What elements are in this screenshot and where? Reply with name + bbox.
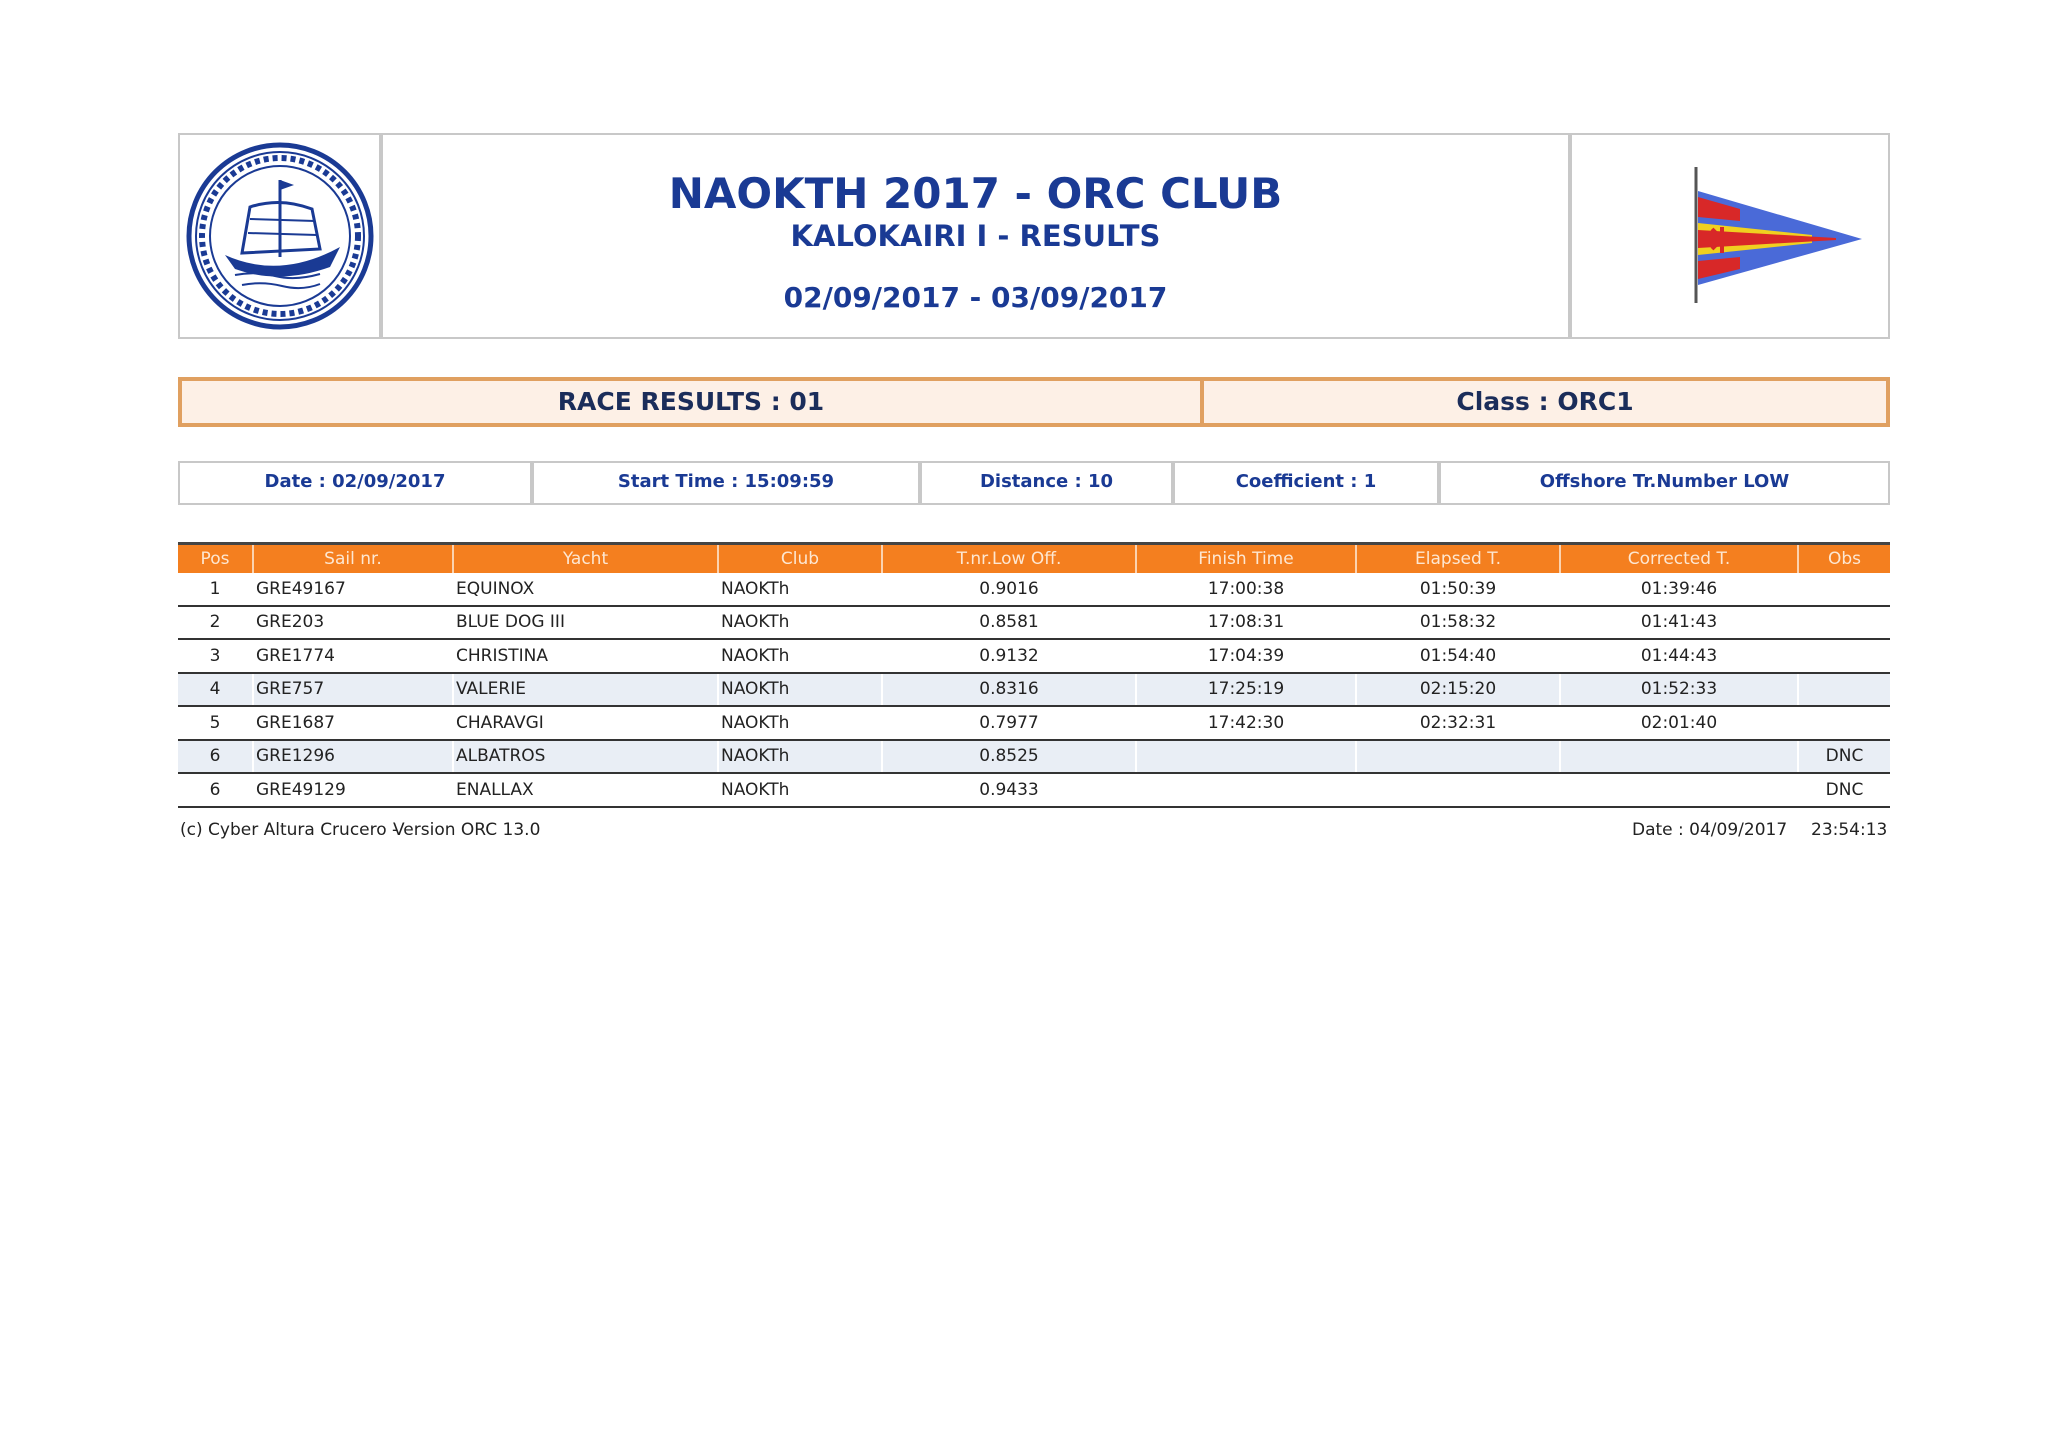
race-date: Date : 02/09/2017 xyxy=(178,461,532,505)
column-header-pos: Pos xyxy=(178,544,253,574)
table-row xyxy=(178,673,1890,707)
cell-obs xyxy=(1798,673,1890,707)
cell-yacht: CHARAVGI xyxy=(453,706,718,740)
footer-print-date: Date : 04/09/2017 xyxy=(1632,820,1788,840)
column-header-finish-time: Finish Time xyxy=(1136,544,1356,574)
table-row xyxy=(178,706,1890,740)
cell-pos: 1 xyxy=(178,573,253,606)
cell-club: NAOKTh xyxy=(718,573,882,606)
cell-yacht: BLUE DOG III xyxy=(453,606,718,640)
column-header-yacht: Yacht xyxy=(453,544,718,574)
cell-elapsed: 02:15:20 xyxy=(1356,673,1560,707)
cell-obs: DNC xyxy=(1798,740,1890,774)
cell-club: NAOKTh xyxy=(718,706,882,740)
column-header-club: Club xyxy=(718,544,882,574)
table-row xyxy=(178,773,1890,807)
cell-obs xyxy=(1798,639,1890,673)
cell-finish-time: 17:25:19 xyxy=(1136,673,1356,707)
scoring-method: Offshore Tr.Number LOW xyxy=(1439,461,1890,505)
title-box xyxy=(381,133,1570,339)
cell-finish-time: 17:42:30 xyxy=(1136,706,1356,740)
cell-rating: 0.8316 xyxy=(882,673,1136,707)
cell-corrected: 01:52:33 xyxy=(1560,673,1798,707)
footer-credit: (c) Cyber Altura Crucero - xyxy=(180,820,399,840)
column-header-rating: T.nr.Low Off. xyxy=(882,544,1136,574)
cell-yacht: ALBATROS xyxy=(453,740,718,774)
results-table xyxy=(178,542,1890,808)
cell-elapsed: 01:58:32 xyxy=(1356,606,1560,640)
cell-rating: 0.7977 xyxy=(882,706,1136,740)
document-title: NAOKTH 2017 - ORC CLUB xyxy=(668,169,1283,218)
cell-rating: 0.8525 xyxy=(882,740,1136,774)
table-row xyxy=(178,573,1890,606)
cell-elapsed xyxy=(1356,773,1560,807)
cell-corrected xyxy=(1560,740,1798,774)
cell-obs xyxy=(1798,606,1890,640)
race-results-label: RACE RESULTS : 01 xyxy=(178,377,1204,427)
column-header-corrected: Corrected T. xyxy=(1560,544,1798,574)
logo-box xyxy=(178,133,381,339)
cell-sail-nr: GRE1296 xyxy=(253,740,453,774)
cell-corrected: 02:01:40 xyxy=(1560,706,1798,740)
cell-sail-nr: GRE757 xyxy=(253,673,453,707)
cell-pos: 2 xyxy=(178,606,253,640)
cell-club: NAOKTh xyxy=(718,606,882,640)
cell-elapsed: 01:54:40 xyxy=(1356,639,1560,673)
document-subtitle: KALOKAIRI I - RESULTS xyxy=(790,219,1161,253)
cell-corrected xyxy=(1560,773,1798,807)
cell-club: NAOKTh xyxy=(718,740,882,774)
cell-club: NAOKTh xyxy=(718,773,882,807)
table-row xyxy=(178,639,1890,673)
cell-pos: 6 xyxy=(178,740,253,774)
cell-elapsed: 02:32:31 xyxy=(1356,706,1560,740)
cell-pos: 5 xyxy=(178,706,253,740)
cell-sail-nr: GRE49129 xyxy=(253,773,453,807)
column-header-elapsed: Elapsed T. xyxy=(1356,544,1560,574)
start-time: Start Time : 15:09:59 xyxy=(532,461,920,505)
cell-finish-time xyxy=(1136,773,1356,807)
table-row xyxy=(178,740,1890,774)
cell-pos: 6 xyxy=(178,773,253,807)
cell-sail-nr: GRE203 xyxy=(253,606,453,640)
cell-corrected: 01:41:43 xyxy=(1560,606,1798,640)
coefficient: Coefficient : 1 xyxy=(1173,461,1439,505)
cell-obs xyxy=(1798,573,1890,606)
cell-finish-time: 17:00:38 xyxy=(1136,573,1356,606)
column-header-sail-nr: Sail nr. xyxy=(253,544,453,574)
footer-version: Version ORC 13.0 xyxy=(393,820,541,840)
footer-print-time: 23:54:13 xyxy=(1811,820,1888,840)
cell-finish-time: 17:08:31 xyxy=(1136,606,1356,640)
column-header-obs: Obs xyxy=(1798,544,1890,574)
cell-obs xyxy=(1798,706,1890,740)
cell-rating: 0.8581 xyxy=(882,606,1136,640)
cell-elapsed xyxy=(1356,740,1560,774)
cell-club: NAOKTh xyxy=(718,639,882,673)
cell-yacht: VALERIE xyxy=(453,673,718,707)
cell-sail-nr: GRE1687 xyxy=(253,706,453,740)
cell-finish-time: 17:04:39 xyxy=(1136,639,1356,673)
cell-corrected: 01:39:46 xyxy=(1560,573,1798,606)
cell-corrected: 01:44:43 xyxy=(1560,639,1798,673)
cell-obs: DNC xyxy=(1798,773,1890,807)
club-burgee-icon xyxy=(1572,135,1888,337)
cell-finish-time xyxy=(1136,740,1356,774)
cell-pos: 3 xyxy=(178,639,253,673)
table-row xyxy=(178,606,1890,640)
table-header-row xyxy=(178,544,1890,574)
distance: Distance : 10 xyxy=(920,461,1173,505)
cell-rating: 0.9132 xyxy=(882,639,1136,673)
event-dates: 02/09/2017 - 03/09/2017 xyxy=(783,281,1168,314)
cell-elapsed: 01:50:39 xyxy=(1356,573,1560,606)
cell-sail-nr: GRE49167 xyxy=(253,573,453,606)
flag-box xyxy=(1570,133,1890,339)
cell-pos: 4 xyxy=(178,673,253,707)
cell-sail-nr: GRE1774 xyxy=(253,639,453,673)
cell-rating: 0.9433 xyxy=(882,773,1136,807)
cell-yacht: ENALLAX xyxy=(453,773,718,807)
club-seal-logo xyxy=(180,135,379,337)
cell-rating: 0.9016 xyxy=(882,573,1136,606)
cell-yacht: CHRISTINA xyxy=(453,639,718,673)
cell-yacht: EQUINOX xyxy=(453,573,718,606)
cell-club: NAOKTh xyxy=(718,673,882,707)
class-label: Class : ORC1 xyxy=(1200,377,1890,427)
